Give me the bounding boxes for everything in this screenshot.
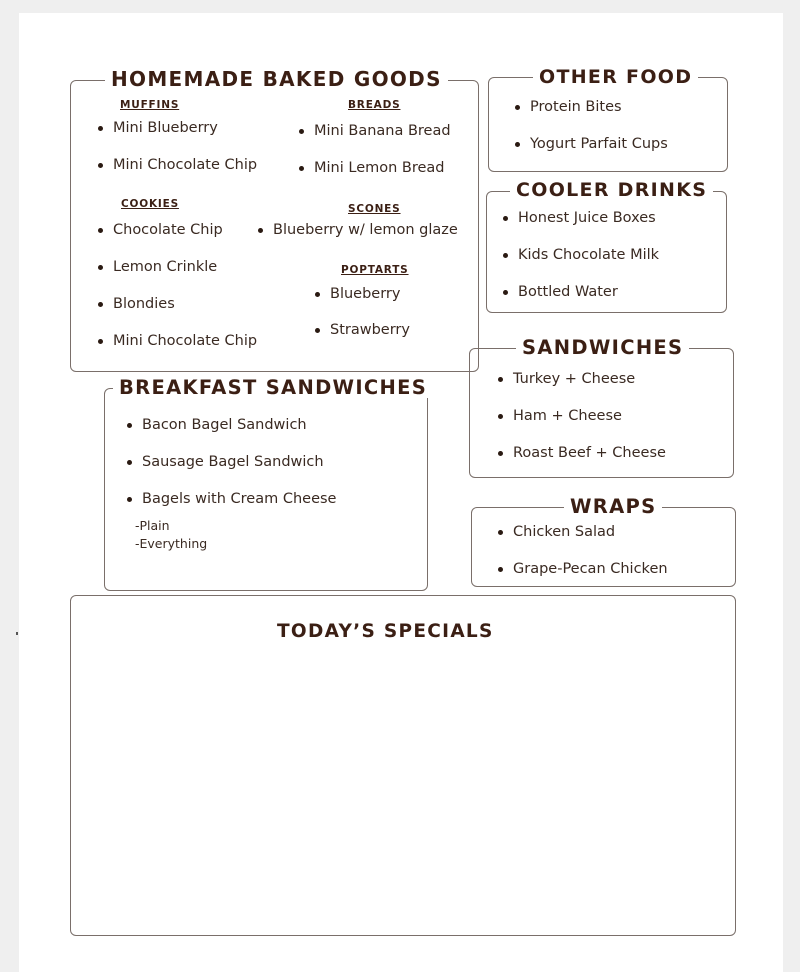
list-item: Blueberry	[330, 287, 400, 302]
list-item: Roast Beef + Cheese	[513, 446, 666, 461]
list-item: Lemon Crinkle	[113, 260, 217, 275]
bullet-icon	[315, 328, 320, 333]
bullet-icon	[258, 228, 263, 233]
bullet-icon	[498, 451, 503, 456]
list-item: Mini Blueberry	[113, 121, 218, 136]
list-item: Grape-Pecan Chicken	[513, 562, 668, 577]
list-item: Blueberry w/ lemon glaze	[273, 223, 458, 238]
bullet-icon	[498, 530, 503, 535]
bullet-icon	[503, 216, 508, 221]
other-food-title: OTHER FOOD	[533, 68, 698, 87]
bullet-icon	[503, 253, 508, 258]
bullet-icon	[299, 166, 304, 171]
bullet-icon	[498, 377, 503, 382]
bullet-icon	[127, 423, 132, 428]
bullet-icon	[503, 290, 508, 295]
bullet-icon	[98, 302, 103, 307]
list-item: Kids Chocolate Milk	[518, 248, 659, 263]
bullet-icon	[498, 567, 503, 572]
cookies-heading: COOKIES	[121, 198, 179, 210]
list-item: Bacon Bagel Sandwich	[142, 418, 307, 433]
bullet-icon	[315, 292, 320, 297]
list-item: Sausage Bagel Sandwich	[142, 455, 324, 470]
other-food-section	[488, 77, 728, 172]
bullet-icon	[299, 129, 304, 134]
list-item: Bagels with Cream Cheese	[142, 492, 336, 507]
bagel-option: -Everything	[135, 536, 208, 551]
edge-mark	[16, 632, 18, 635]
bullet-icon	[498, 414, 503, 419]
list-item: Mini Chocolate Chip	[113, 158, 257, 173]
bullet-icon	[127, 460, 132, 465]
list-item: Turkey + Cheese	[513, 372, 635, 387]
bagel-option: -Plain	[135, 518, 170, 533]
baked-goods-title: HOMEMADE BAKED GOODS	[105, 69, 448, 89]
list-item: Chocolate Chip	[113, 223, 223, 238]
breakfast-sandwiches-title: BREAKFAST SANDWICHES	[113, 378, 433, 398]
bullet-icon	[515, 142, 520, 147]
bullet-icon	[98, 265, 103, 270]
bullet-icon	[515, 105, 520, 110]
specials-title: TODAY’S SPECIALS	[277, 621, 494, 642]
bullet-icon	[98, 126, 103, 131]
cooler-drinks-title: COOLER DRINKS	[510, 181, 713, 200]
list-item: Yogurt Parfait Cups	[530, 137, 668, 152]
specials-section	[70, 595, 736, 936]
scones-heading: SCONES	[348, 203, 401, 215]
poptarts-heading: POPTARTS	[341, 264, 409, 276]
bullet-icon	[98, 163, 103, 168]
list-item: Blondies	[113, 297, 175, 312]
list-item: Mini Banana Bread	[314, 124, 451, 139]
wraps-title: WRAPS	[564, 497, 662, 517]
bullet-icon	[127, 497, 132, 502]
list-item: Mini Chocolate Chip	[113, 334, 257, 349]
muffins-heading: MUFFINS	[120, 99, 180, 111]
breads-heading: BREADS	[348, 99, 401, 111]
list-item: Strawberry	[330, 323, 410, 338]
list-item: Chicken Salad	[513, 525, 615, 540]
list-item: Honest Juice Boxes	[518, 211, 656, 226]
list-item: Ham + Cheese	[513, 409, 622, 424]
list-item: Protein Bites	[530, 100, 622, 115]
list-item: Mini Lemon Bread	[314, 161, 445, 176]
bullet-icon	[98, 339, 103, 344]
list-item: Bottled Water	[518, 285, 618, 300]
bullet-icon	[98, 228, 103, 233]
sandwiches-title: SANDWICHES	[516, 338, 689, 358]
